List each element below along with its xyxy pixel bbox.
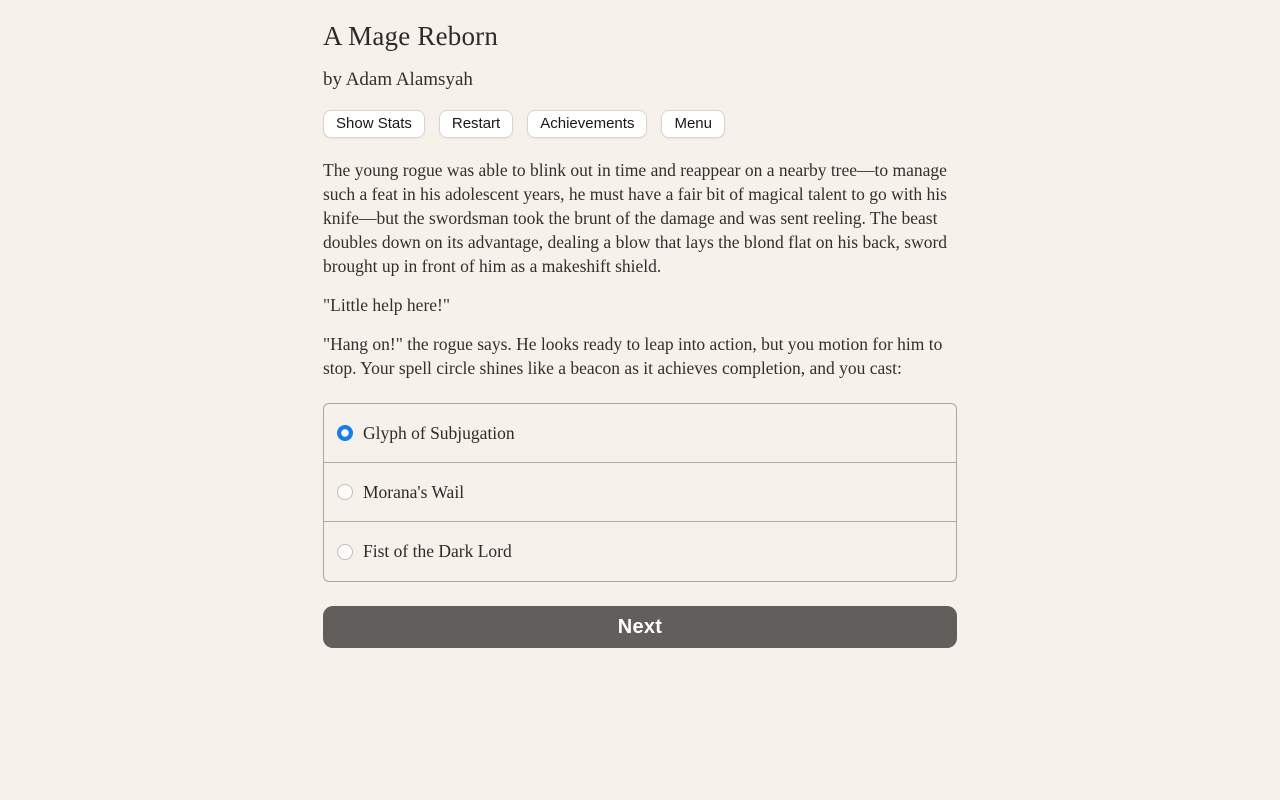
choice-group <box>323 403 957 582</box>
story-paragraph: The young rogue was able to blink out in time and reappear on a nearby tree—to manage such a feat in his adolescent years, he must have a fair bit of magical talent to go with his knife—but the swordsman took the brunt of the damage and was sent reeling. The beast doubles down on its advantage, dealing a blow that lays the blond flat on his back, sword brought up in front of him as a makeshift shield. <box>323 160 948 276</box>
radio-button-icon[interactable] <box>337 484 353 500</box>
restart-button[interactable]: Restart <box>439 110 513 138</box>
page-title: A Mage Reborn <box>323 21 499 51</box>
choice-option-label: Fist of the Dark Lord <box>363 541 512 561</box>
choice-option-label: Morana's Wail <box>363 481 465 502</box>
menu-button[interactable]: Menu <box>661 110 725 138</box>
story-paragraph: "Hang on!" the rogue says. He looks ready to leap into action, but you motion for him to stop. Your spell circle shines like a beacon as it achieves completion, and you cast: <box>323 334 943 378</box>
choice-option-fist-of-the-dark-lord[interactable] <box>324 522 956 581</box>
choice-option-label: Glyph of Subjugation <box>363 422 515 443</box>
show-stats-button[interactable]: Show Stats <box>323 110 425 138</box>
choice-option-moranas-wail[interactable] <box>324 463 956 522</box>
next-button[interactable]: Next <box>323 606 957 648</box>
story-paragraph: "Little help here!" <box>323 295 451 315</box>
author-byline: by Adam Alamsyah <box>323 69 473 90</box>
game-page <box>323 0 957 648</box>
radio-button-icon[interactable] <box>337 544 353 560</box>
choice-option-glyph-of-subjugation[interactable] <box>324 404 956 463</box>
radio-button-icon[interactable] <box>337 425 353 441</box>
achievements-button[interactable]: Achievements <box>527 110 647 138</box>
toolbar <box>323 110 957 138</box>
story-text <box>323 158 957 380</box>
